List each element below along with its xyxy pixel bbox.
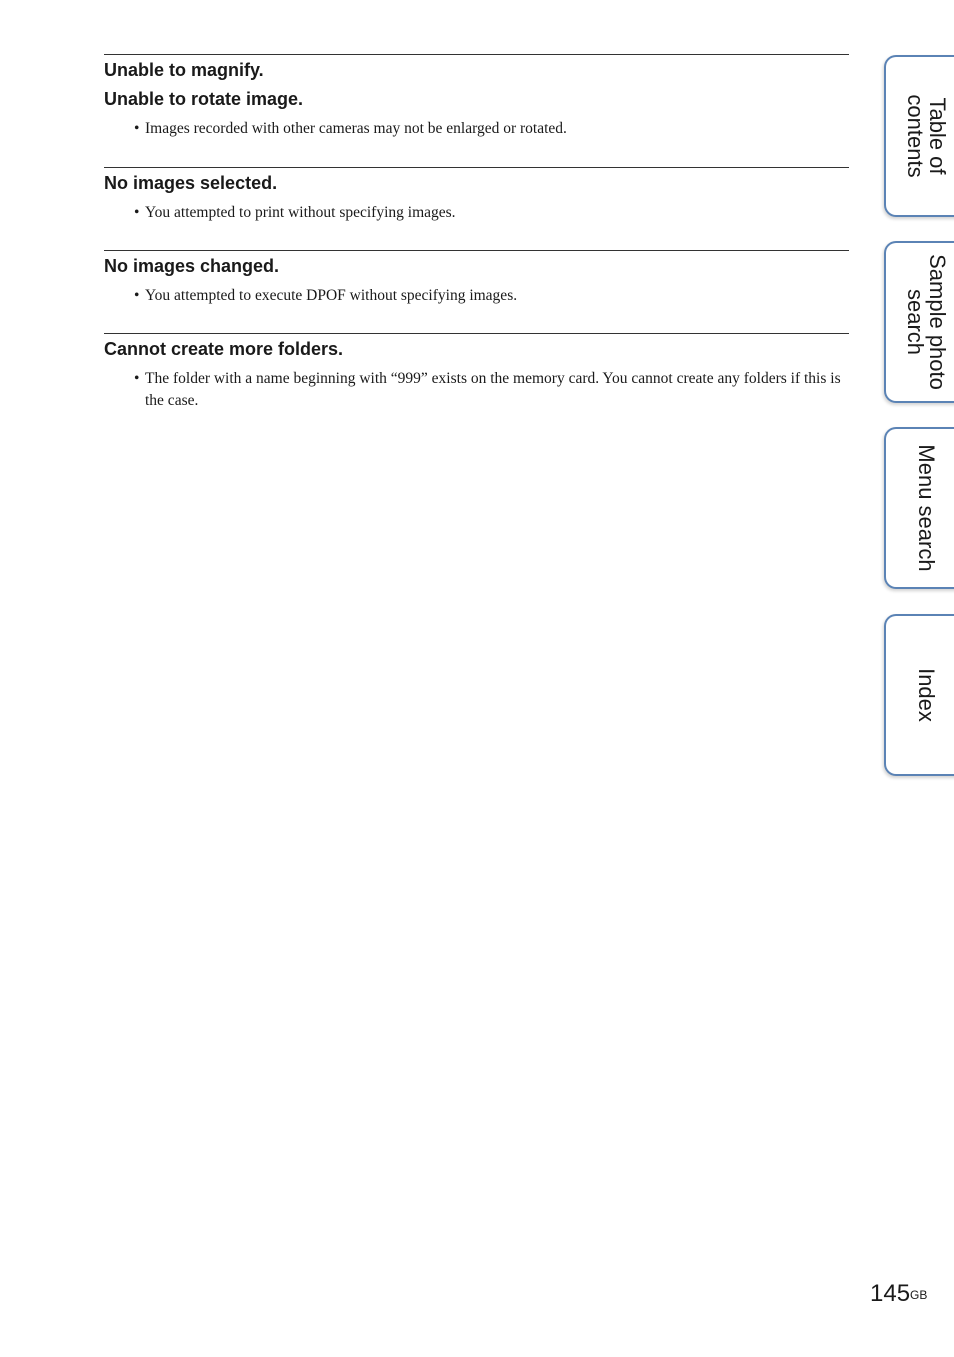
tab-label: Table of contents (903, 94, 950, 178)
side-navigation-tabs (884, 0, 954, 1357)
tab-table-of-contents[interactable] (884, 55, 954, 217)
section-heading: No images selected. (104, 173, 278, 193)
bullet-item (104, 368, 849, 412)
bullet-glyph: • (134, 204, 140, 221)
bullet-text: You attempted to execute DPOF without specifying images. (145, 287, 518, 304)
tab-menu-search[interactable] (884, 427, 954, 589)
tab-index[interactable] (884, 614, 954, 776)
tab-sample-photo-search[interactable] (884, 241, 954, 403)
section-no-images-changed (104, 250, 849, 333)
bullet-item (104, 202, 849, 224)
bullet-text: You attempted to print without specifying images. (145, 204, 456, 221)
section-no-images-selected (104, 167, 849, 250)
section-unable-to-magnify (104, 54, 849, 167)
main-content (104, 54, 849, 412)
bullet-text: Images recorded with other cameras may not be enlarged or rotated. (145, 120, 567, 137)
tab-label: Sample photo search (903, 254, 950, 390)
tab-label: Menu search (914, 444, 939, 572)
bullet-item (104, 118, 849, 140)
page-number: $145^{GB}$ (870, 1280, 928, 1307)
section-heading: Unable to rotate image. (104, 89, 304, 109)
section-heading: No images changed. (104, 256, 280, 276)
bullet-glyph: • (134, 287, 140, 304)
section-cannot-create-folders (104, 333, 849, 412)
section-heading: Cannot create more folders. (104, 339, 344, 359)
bullet-text: The folder with a name beginning with “999” exists on the memory card. You cannot create any folders if this is the case. (145, 370, 841, 409)
bullet-glyph: • (134, 370, 140, 387)
tab-label: Index (914, 668, 939, 722)
bullet-glyph: • (134, 120, 140, 137)
bullet-item (104, 285, 849, 307)
section-heading: Unable to magnify. (104, 60, 264, 80)
page-suffix: GB (910, 1288, 928, 1302)
